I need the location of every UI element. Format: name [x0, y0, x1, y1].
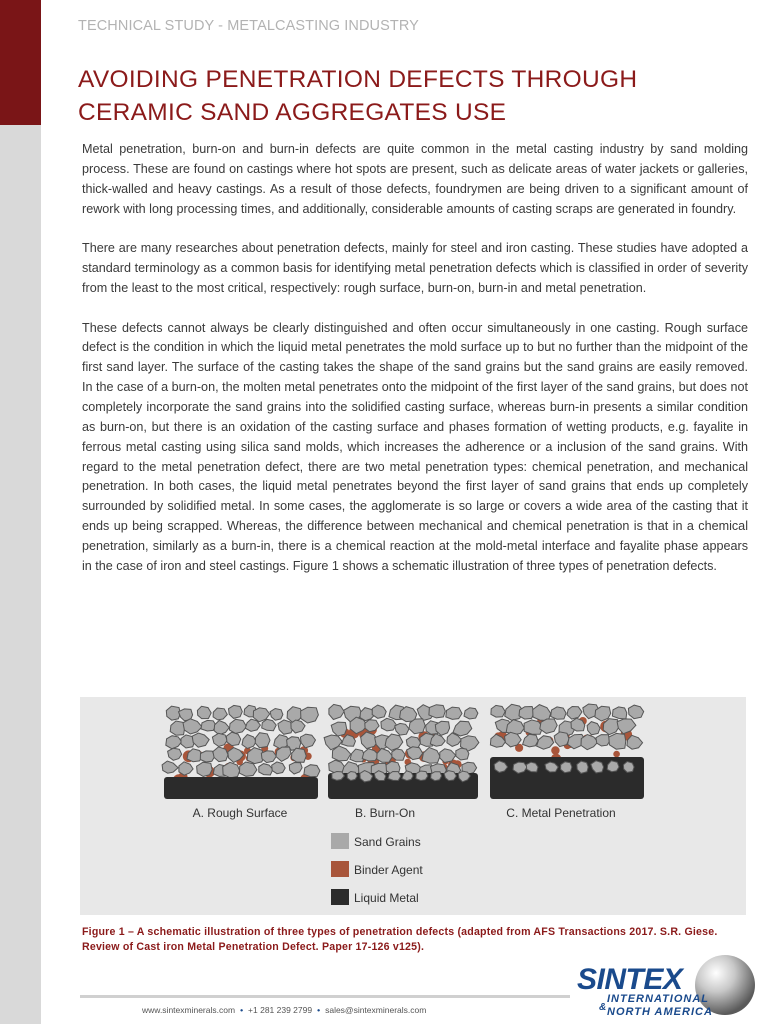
- sand-grain: [183, 719, 202, 734]
- legend-label-metal: Liquid Metal: [354, 891, 419, 905]
- sand-grain: [179, 762, 193, 775]
- sand-grain: [381, 718, 397, 731]
- sand-grain: [240, 762, 257, 776]
- sand-grain: [464, 708, 478, 719]
- footer: [142, 1005, 426, 1015]
- sand-grain: [289, 763, 302, 775]
- side-bar: [0, 0, 41, 1024]
- sand-grain: [170, 721, 184, 735]
- sand-grain: [332, 746, 350, 761]
- panel-rough-surface: [162, 705, 320, 799]
- sand-grain: [229, 719, 246, 733]
- legend-swatch-binder: [331, 861, 349, 877]
- sintex-logo: [575, 955, 760, 1020]
- sand-grain: [331, 722, 347, 736]
- footer-separator-icon: •: [240, 1005, 244, 1015]
- page-title: AVOIDING PENETRATION DEFECTS THROUGH CERAMIC SAND AGGREGATES USE: [78, 66, 638, 126]
- sand-grain: [192, 733, 209, 747]
- embedded-sand-grain: [402, 771, 413, 781]
- figure-caption: Figure 1 – A schematic illustration of three types of penetration defects (adapted from AFS Transactions 2017. S.R. Giese. Review of Cast iron Metal Penetration Defect. Paper 17-126 v125).: [82, 926, 718, 953]
- sand-grain: [554, 732, 569, 747]
- embedded-sand-grain: [431, 772, 442, 781]
- sand-grain: [276, 747, 291, 761]
- sand-grain: [540, 719, 557, 733]
- sand-grain: [422, 747, 440, 763]
- panel-label-c: C. Metal Penetration: [506, 806, 616, 820]
- legend-swatch-sand: [331, 833, 349, 849]
- sand-grain: [551, 707, 566, 719]
- sand-grain: [523, 734, 539, 747]
- sand-grain: [350, 749, 365, 762]
- sand-grain: [197, 762, 213, 776]
- paragraph-1: Metal penetration, burn-on and burn-in defects are quite common in the metal casting industry by sand molding process. These are found on castings where hot spots are present, such as delicate areas of water jackets or galleries, thick-walled and heavy castings. As a result of those defects, foundrymen are being driven to a significant amount of rework with long processing times, and additionally, considerable amounts of casting scraps are generated in foundry.: [82, 142, 748, 216]
- embedded-sand-grain: [526, 762, 538, 772]
- liquid-metal: [164, 777, 318, 799]
- sand-grain: [429, 705, 445, 718]
- sand-grain: [612, 707, 626, 719]
- sand-grain: [166, 706, 180, 720]
- logo-line-1: INTERNATIONAL: [607, 993, 710, 1005]
- sand-grain: [567, 707, 582, 720]
- sand-grain: [272, 762, 286, 774]
- logo-line-2: NORTH AMERICA: [607, 1006, 713, 1018]
- footer-website[interactable]: www.sintexminerals.com: [142, 1005, 236, 1015]
- panel-label-b: B. Burn-On: [354, 806, 416, 820]
- sand-grain: [300, 734, 315, 748]
- figure-1: [80, 697, 746, 915]
- sand-grain: [392, 749, 405, 760]
- binder-particle: [613, 751, 620, 758]
- sand-grain: [261, 751, 276, 763]
- sand-grain: [491, 705, 505, 717]
- logo-ampersand: &: [599, 1002, 607, 1013]
- panel-metal-penetration: [490, 704, 644, 799]
- sand-grain: [519, 707, 534, 720]
- sand-grain: [242, 735, 256, 749]
- sand-grain: [617, 719, 636, 734]
- sand-grain: [304, 765, 320, 777]
- sand-grain: [291, 720, 305, 733]
- sand-grain: [409, 719, 425, 734]
- sand-grain: [213, 708, 227, 720]
- sand-grain: [168, 748, 182, 760]
- panel-label-a: A. Rough Surface: [192, 806, 288, 820]
- panel-burn-on: [324, 704, 479, 799]
- footer-rule: [80, 995, 570, 998]
- embedded-sand-grain: [416, 771, 428, 781]
- sand-grain: [301, 707, 319, 723]
- binder-particle: [551, 746, 559, 754]
- sand-grain: [226, 732, 240, 745]
- legend-swatch-metal: [331, 889, 349, 905]
- sand-grain: [223, 762, 240, 778]
- sand-grain: [270, 709, 283, 721]
- sand-grain: [292, 748, 307, 762]
- footer-separator-icon: •: [317, 1005, 321, 1015]
- body-text: [82, 140, 748, 596]
- sand-grain: [262, 719, 277, 730]
- sand-grain: [259, 764, 273, 775]
- sand-grain: [200, 751, 214, 762]
- sand-grain: [537, 736, 554, 750]
- sand-grain: [446, 707, 462, 719]
- footer-phone: +1 281 239 2799: [248, 1005, 313, 1015]
- paragraph-3: These defects cannot always be clearly distinguished and often occur simultaneously in one casting. Rough surface defect is the condition in which the liquid metal penetrates the mold surface up to but no further than the midpoint of the first sand layer. The surface of the casting takes the shape of the sand grains but the sand grains are easily removed. In the case of a burn-on, the molten metal penetrates onto the midpoint of the first layer of the sand grains, but does not completely incorporate the sand grains into the solidified casting surface, whereas burn-in presents a similar condition as burn-on, but there is an oxidation of the casting surface and phases formation of wetting products, e.g. fayalite in ferrous metal casting using silica sand molds, which increases the adherence or a inclusion of the sand grains. With regard to the metal penetration defect, there are two metal penetration types: chemical penetration, and mechanical penetration. In both cases, the liquid metal penetrates beyond the first layer of sand grains that ends up completely surrounded by solidified metal. In some cases, the agglomerate is so large or covers a wide area of the casting that it ends up being scrapped. Whereas, the difference between mechanical and chemical penetration is that in a chemical penetration, similarly as a burn-in, there is a chemical reaction at the mold-metal interface and fayalite phase appears in the case of iron and steel castings. Figure 1 shows a schematic illustration of three types of penetration defects.: [82, 320, 748, 573]
- sand-grain: [214, 721, 229, 735]
- sand-grain: [197, 706, 211, 718]
- sand-grain: [596, 735, 610, 746]
- sand-grain: [587, 722, 600, 735]
- legend-label-binder: Binder Agent: [354, 863, 423, 877]
- sand-grain: [533, 705, 551, 721]
- logo-wordmark: SINTEX: [577, 963, 683, 996]
- header-kicker: TECHNICAL STUDY - METALCASTING INDUSTRY: [78, 18, 419, 34]
- figure-illustration: [80, 697, 746, 915]
- sand-grain: [609, 733, 626, 749]
- sand-grain: [255, 733, 270, 748]
- side-accent-block: [0, 0, 41, 125]
- legend-label-sand: Sand Grains: [354, 835, 421, 849]
- footer-email[interactable]: sales@sintexminerals.com: [325, 1005, 427, 1015]
- sand-grain: [372, 705, 386, 718]
- sand-grain: [213, 747, 228, 762]
- embedded-sand-grain: [561, 762, 572, 773]
- sand-grain: [329, 704, 344, 719]
- embedded-sand-grain: [623, 762, 634, 773]
- sand-grain: [453, 721, 472, 736]
- paragraph-2: There are many researches about penetration defects, mainly for steel and iron casting. These studies have adopted a standard terminology as a common basis for identifying metal penetration defects which is classified in order of severity from the least to the most critical, respectively: rough surface, burn-on, burn-in and metal penetration.: [82, 241, 748, 295]
- sand-grain: [377, 748, 393, 762]
- sand-grain: [212, 733, 227, 746]
- sand-grain: [395, 723, 409, 735]
- sand-grain: [628, 705, 643, 719]
- sand-grain: [456, 748, 469, 760]
- sand-grain: [365, 720, 379, 732]
- sand-grain: [166, 736, 182, 749]
- embedded-sand-grain: [347, 772, 357, 781]
- sand-grain: [162, 761, 178, 773]
- sand-grain: [581, 735, 598, 750]
- sand-grain: [229, 705, 243, 718]
